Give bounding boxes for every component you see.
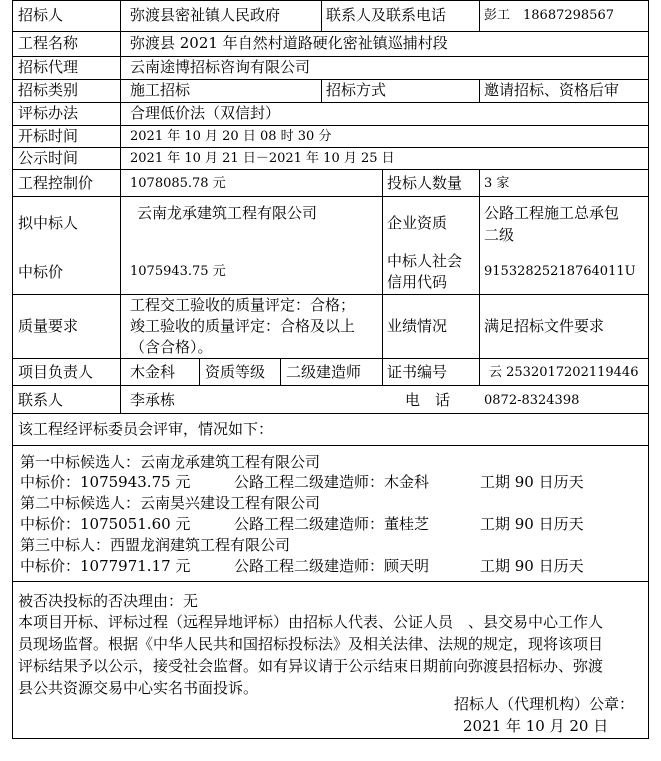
rule [12,0,13,739]
rule [321,0,322,31]
rule [12,31,649,32]
agency-label: 招标代理 [18,58,79,76]
rule [12,56,649,57]
qualification-label: 企业资质 [387,214,448,232]
phone-label: 电 话 [405,391,451,409]
rule [12,413,649,414]
statement-line-3: 评标结果予以公示，接受社会监督。如有异议请于公示结束日期前向弥渡县招标办、弥渡 [18,657,604,675]
rule [12,385,649,386]
proposed-winner-value: 云南龙承建筑工程有限公司 [137,204,318,222]
rule [648,0,649,739]
review-note: 该工程经评标委员会评审，情况如下： [18,420,274,438]
candidate-1-engineer: 公路工程二级建造师：木金科 [234,473,430,491]
bid-result-announcement-table [12,0,649,739]
candidate-1-price: 中标价：1075943.75 元 [20,473,191,491]
rule [479,169,480,358]
candidate-3-engineer: 公路工程二级建造师：顾天明 [234,557,430,575]
rule [382,358,383,385]
opening-time-value: 2021 年 10 月 20 日 08 时 30 分 [130,129,332,144]
project-name-value: 弥渡县 2021 年自然村道路硬化密祉镇巡捕村段 [130,34,448,52]
control-price-label: 工程控制价 [18,174,94,192]
candidate-3-period: 工期 90 日历天 [480,557,584,575]
candidate-1-title: 第一中标候选人：云南龙承建筑工程有限公司 [20,453,321,471]
rule [12,147,649,148]
phone-value: 0872-8324398 [484,393,580,408]
rule [199,358,200,385]
rule [479,358,480,385]
tenderer-label: 招标人 [18,6,64,24]
credit-code-label-line1: 中标人社会 [387,252,463,270]
quality-line-1: 工程交工验收的质量评定：合格； [130,296,356,314]
tender-type-value: 施工招标 [130,81,191,99]
project-manager-label: 项目负责人 [18,363,94,381]
candidate-2-title: 第二中标候选人：云南昊兴建设工程有限公司 [20,494,321,512]
bidder-count-label: 投标人数量 [387,174,463,192]
rule [479,0,480,31]
project-manager-name: 木金科 [130,363,176,381]
rule [479,79,480,102]
certificate-number-label: 证书编号 [387,363,448,381]
rule [12,445,649,446]
quality-line-3: （含合格）。 [130,338,213,356]
rule [12,738,649,739]
qualification-grade-label: 资质等级 [205,363,266,381]
credit-code-label-line2: 信用代码 [387,273,448,291]
rejection-reason: 被否决投标的否决理由：无 [18,592,199,610]
candidate-2-engineer: 公路工程二级建造师：董桂芝 [234,515,430,533]
qualification-grade-value: 二级建造师 [286,363,362,381]
candidate-1-period: 工期 90 日历天 [480,473,584,491]
proposed-winner-label: 拟中标人 [18,214,79,232]
qualification-value-line1: 公路工程施工总承包 [484,204,620,222]
winning-price-value: 1075943.75 元 [130,264,226,279]
candidate-3-price: 中标价：1077971.17 元 [20,557,191,575]
bidder-count-value: 3 家 [484,176,510,191]
tenderer-value: 弥渡县密祉镇人民政府 [130,6,281,24]
quality-line-2: 竣工验收的质量评定：合格及以上 [130,317,356,335]
evaluation-method-label: 评标办法 [18,104,79,122]
announcement-date: 2021 年 10 月 20 日 [463,717,609,735]
agency-value: 云南途博招标咨询有限公司 [130,58,311,76]
qualification-value-line2: 二级 [484,226,515,244]
rule [280,358,281,385]
tender-method-value: 邀请招标、资格后审 [484,81,620,99]
credit-code-value: 91532825218764011U [484,264,636,279]
rule [12,196,649,197]
control-price-value: 1078085.78 元 [130,176,226,191]
candidate-2-price: 中标价：1075051.60 元 [20,515,191,533]
quality-requirement-label: 质量要求 [18,317,79,335]
publicity-period-label: 公示时间 [18,149,79,167]
statement-line-2: 员现场监督。根据《中华人民共和国招标投标法》及相关法律、法规的规定，现将该项目 [18,635,604,653]
contact-phone-value: 彭工 18687298567 [484,8,614,23]
contact-phone-label: 联系人及联系电话 [326,6,447,24]
rule [12,102,649,103]
winning-price-label: 中标价 [18,263,64,281]
publicity-period-value: 2021 年 10 月 21 日－2021 年 10 月 25 日 [130,151,395,166]
statement-line-4: 县公共资源交易中心实名书面投诉。 [18,679,259,697]
rule [12,0,649,1]
rule [12,358,649,359]
rule [12,169,649,170]
evaluation-method-value: 合理低价法（双信封） [130,104,281,122]
rule [12,125,649,126]
tender-type-label: 招标类别 [18,81,79,99]
rule [321,79,322,102]
statement-line-1: 本项目开标、评标过程（远程异地评标）由招标人代表、公证人员 、县交易中心工作人 [18,613,604,631]
contact-person-label: 联系人 [18,391,64,409]
rule [382,169,383,358]
project-name-label: 工程名称 [18,34,79,52]
rule [12,581,649,582]
rule [120,0,121,413]
candidate-3-title: 第三中标人：西盟龙润建筑工程有限公司 [20,536,291,554]
tender-method-label: 招标方式 [326,81,387,99]
contact-person-name: 李承栋 [130,391,176,409]
opening-time-label: 开标时间 [18,127,79,145]
performance-label: 业绩情况 [387,317,448,335]
candidate-2-period: 工期 90 日历天 [480,515,584,533]
certificate-number-value: 云 2532017202119446 [489,365,639,380]
performance-value: 满足招标文件要求 [484,317,605,335]
seal-label: 招标人（代理机构）公章： [454,695,635,713]
